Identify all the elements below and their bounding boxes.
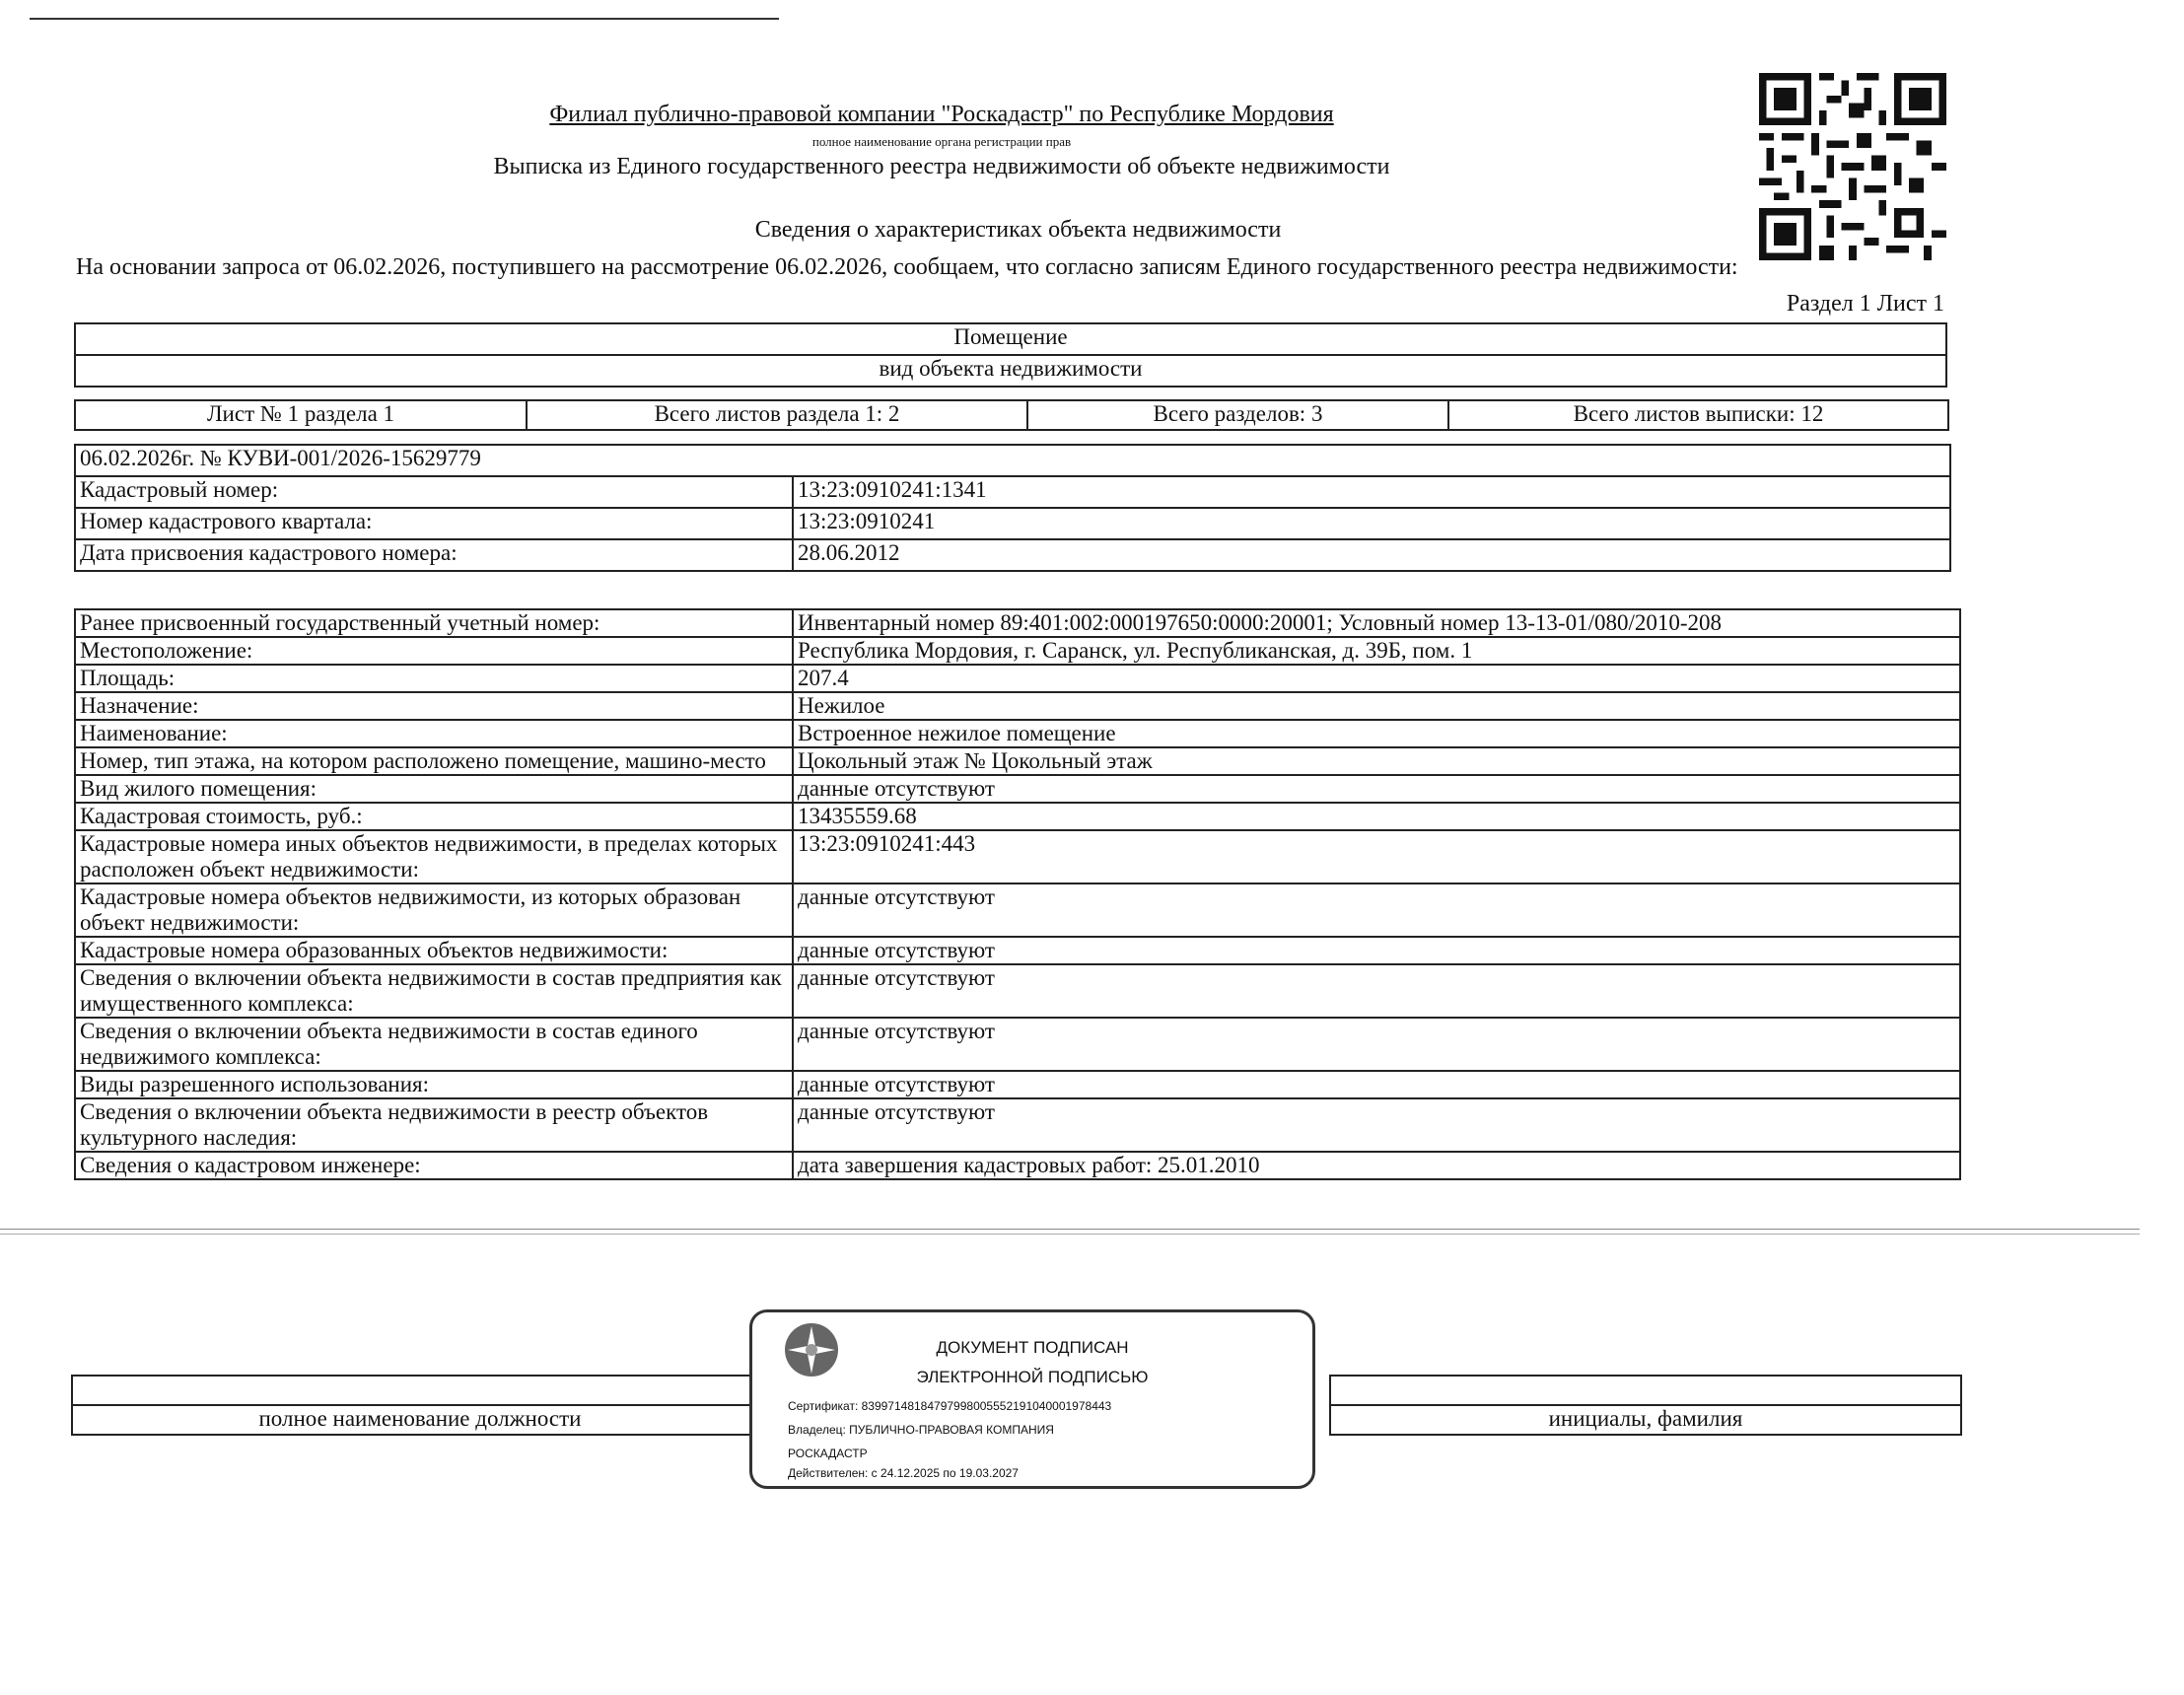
organization-caption: полное наименование органа регистрации прав	[811, 134, 1072, 149]
row-label: Сведения о включении объекта недвижимости в состав предприятия как имущественного комплекса:	[75, 964, 793, 1018]
table-row	[75, 830, 1960, 883]
stamp-owner: Владелец: ПУБЛИЧНО-ПРАВОВАЯ КОМПАНИЯ	[788, 1423, 1054, 1437]
table-row	[75, 1018, 1960, 1071]
object-type-table	[74, 322, 1947, 388]
name-caption: инициалы, фамилия	[1330, 1405, 1961, 1435]
table-row	[75, 937, 1960, 964]
row-label: Кадастровые номера объектов недвижимости, из которых образован объект недвижимости:	[75, 883, 793, 937]
section-title: Сведения о характеристиках объекта недвижимости	[754, 217, 1282, 243]
document-title: Выписка из Единого государственного реестра недвижимости об объекте недвижимости	[493, 154, 1390, 179]
scan-line	[0, 1234, 2140, 1235]
table-row	[75, 964, 1960, 1018]
stamp-line2: ЭЛЕКТРОННОЙ ПОДПИСЬЮ	[916, 1368, 1149, 1386]
row-label: Кадастровые номера образованных объектов недвижимости:	[75, 937, 793, 964]
total-extract-sheets: Всего листов выписки: 12	[1448, 400, 1948, 430]
row-value: Инвентарный номер 89:401:002:000197650:0000:20001; Условный номер 13-13-01/080/2010-208	[793, 609, 1960, 637]
organization-name: Филиал публично-правовой компании "Роскадастр" по Республике Мордовия	[549, 102, 1334, 127]
table-row	[75, 747, 1960, 775]
table-row	[75, 1071, 1960, 1098]
position-caption: полное наименование должности	[72, 1405, 768, 1435]
table-row	[75, 665, 1960, 692]
sheet-info-table	[74, 399, 1949, 431]
row-value: данные отсутствуют	[793, 937, 1960, 964]
electronic-signature-stamp	[749, 1309, 1315, 1489]
row-value: 13435559.68	[793, 803, 1960, 830]
row-value: Цокольный этаж № Цокольный этаж	[793, 747, 1960, 775]
qr-code-icon	[1759, 73, 1946, 260]
row-label: Кадастровые номера иных объектов недвижимости, в пределах которых расположен объект недвижимости:	[75, 830, 793, 883]
basis-text: На основании запроса от 06.02.2026, поступившего на рассмотрение 06.02.2026, сообщаем, что согласно записям Единого государственного реестра недвижимости:	[76, 254, 1738, 280]
row-value: Республика Мордовия, г. Саранск, ул. Республиканская, д. 39Б, пом. 1	[793, 637, 1960, 665]
row-value: дата завершения кадастровых работ: 25.01.2010	[793, 1152, 1960, 1179]
row-value: 13:23:0910241:1341	[793, 476, 1950, 508]
row-value: данные отсутствуют	[793, 1071, 1960, 1098]
row-value: 13:23:0910241	[793, 508, 1950, 539]
row-label: Площадь:	[75, 665, 793, 692]
row-label: Кадастровая стоимость, руб.:	[75, 803, 793, 830]
table-row	[75, 508, 1950, 539]
row-label: Номер кадастрового квартала:	[75, 508, 793, 539]
table-row	[75, 692, 1960, 720]
row-label: Местоположение:	[75, 637, 793, 665]
row-value: Встроенное нежилое помещение	[793, 720, 1960, 747]
row-label: Сведения о кадастровом инженере:	[75, 1152, 793, 1179]
row-value: данные отсутствуют	[793, 775, 1960, 803]
table-row	[75, 637, 1960, 665]
row-label: Сведения о включении объекта недвижимости в реестр объектов культурного наследия:	[75, 1098, 793, 1152]
row-value: данные отсутствуют	[793, 1098, 1960, 1152]
table-row	[75, 476, 1950, 508]
table-row	[75, 539, 1950, 571]
registry-table	[74, 444, 1951, 572]
total-sections: Всего разделов: 3	[1027, 400, 1448, 430]
request-date-number: 06.02.2026г. № КУВИ-001/2026-15629779	[75, 445, 1950, 476]
table-row	[75, 720, 1960, 747]
table-row	[75, 803, 1960, 830]
table-row	[75, 1152, 1960, 1179]
row-label: Назначение:	[75, 692, 793, 720]
row-label: Вид жилого помещения:	[75, 775, 793, 803]
row-label: Ранее присвоенный государственный учетный номер:	[75, 609, 793, 637]
row-label: Наименование:	[75, 720, 793, 747]
stamp-certificate: Сертификат: 83997148184797998005552191040001978443	[788, 1399, 1112, 1413]
row-value: 28.06.2012	[793, 539, 1950, 571]
object-type: Помещение	[75, 323, 1946, 355]
stamp-line1: ДОКУМЕНТ ПОДПИСАН	[936, 1338, 1129, 1357]
table-row	[75, 609, 1960, 637]
scan-line	[0, 1229, 2140, 1230]
row-value: данные отсутствуют	[793, 964, 1960, 1018]
row-label: Дата присвоения кадастрового номера:	[75, 539, 793, 571]
row-value: данные отсутствуют	[793, 1018, 1960, 1071]
stamp-validity: Действителен: с 24.12.2025 по 19.03.2027	[788, 1466, 1019, 1480]
table-row	[75, 775, 1960, 803]
table-row	[75, 883, 1960, 937]
row-label: Кадастровый номер:	[75, 476, 793, 508]
row-value: 207.4	[793, 665, 1960, 692]
scan-top-line	[30, 18, 779, 20]
row-value: Нежилое	[793, 692, 1960, 720]
row-label: Сведения о включении объекта недвижимости в состав единого недвижимого комплекса:	[75, 1018, 793, 1071]
table-row	[75, 1098, 1960, 1152]
object-details-table	[74, 608, 1961, 1180]
row-value: 13:23:0910241:443	[793, 830, 1960, 883]
row-label: Виды разрешенного использования:	[75, 1071, 793, 1098]
total-section-sheets: Всего листов раздела 1: 2	[527, 400, 1027, 430]
sheet-number: Лист № 1 раздела 1	[75, 400, 527, 430]
section-sheet-label: Раздел 1 Лист 1	[1786, 291, 1944, 317]
row-value: данные отсутствуют	[793, 883, 1960, 937]
object-type-caption: вид объекта недвижимости	[75, 355, 1946, 387]
row-label: Номер, тип этажа, на котором расположено помещение, машино-место	[75, 747, 793, 775]
stamp-owner-name: РОСКАДАСТР	[788, 1447, 868, 1460]
